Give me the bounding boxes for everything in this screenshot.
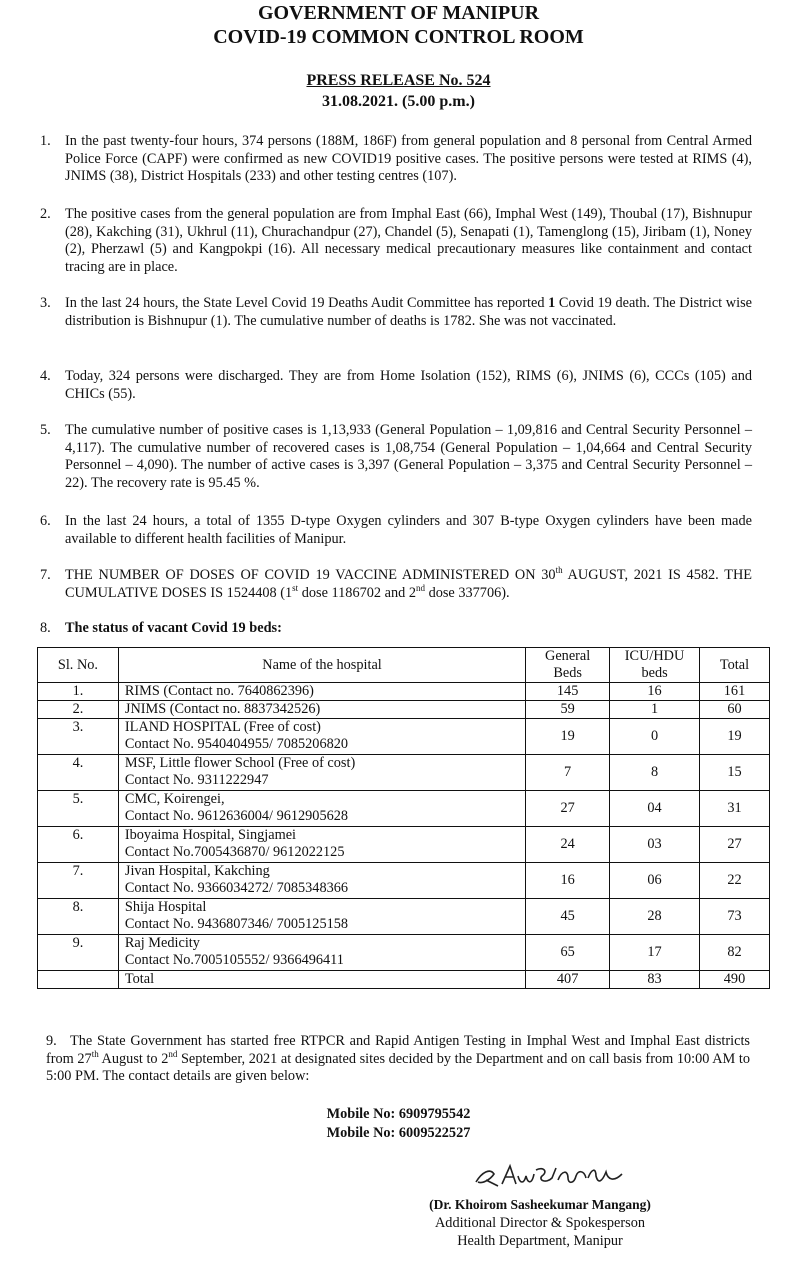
control-room-title: COVID-19 COMMON CONTROL ROOM	[213, 26, 584, 48]
hospital-name: CMC, Koirengei, Contact No. 9612636004/ 9612905628	[118, 791, 525, 827]
hospital-name: Raj Medicity Contact No.7005105552/ 9366496411	[118, 935, 525, 971]
header-sl-no: Sl. No.	[38, 648, 119, 683]
item-2	[40, 206, 752, 276]
signatory-name: (Dr. Khoirom Sasheekumar Mangang)	[429, 1197, 651, 1212]
item-9	[46, 1033, 750, 1086]
table-row: 8. Shija Hospital Contact No. 9436807346/ 7005125158 45 28 73	[38, 899, 770, 935]
vacant-beds-table	[37, 647, 770, 989]
beds-section-title: The status of vacant Covid 19 beds:	[65, 620, 282, 636]
total-general-beds: 407	[526, 971, 610, 989]
table-row: 7. Jivan Hospital, Kakching Contact No. 9366034272/ 7085348366 16 06 22	[38, 863, 770, 899]
hospital-name: RIMS (Contact no. 7640862396)	[118, 683, 525, 701]
header-total: Total	[700, 648, 770, 683]
item-text: In the past twenty-four hours, 374 persons (188M, 186F) from general population and 8 personal from Central Armed Police Force (CAPF) were confirmed as new COVID19 positive cases. The positive persons were tested at RIMS (4), JNIMS (38), District Hospitals (233) and other testing centres (107).	[65, 133, 752, 184]
item-1	[40, 133, 752, 186]
item-number: 9.	[46, 1033, 57, 1049]
header-hospital-name: Name of the hospital	[118, 648, 525, 683]
item-6	[40, 513, 752, 548]
handwritten-signature	[468, 1158, 628, 1194]
item-text: Today, 324 persons were discharged. They are from Home Isolation (152), RIMS (6), JNIMS (6), CCCs (105) and CHICs (55).	[65, 368, 752, 402]
item-number: 1.	[40, 133, 51, 149]
table-header-row	[38, 648, 770, 683]
total-label: Total	[118, 971, 525, 989]
table-row: 6. Iboyaima Hospital, Singjamei Contact No.7005436870/ 9612022125 24 03 27	[38, 827, 770, 863]
item-8	[40, 620, 752, 638]
table-row: 2. JNIMS (Contact no. 8837342526) 59 1 60	[38, 701, 770, 719]
government-title: GOVERNMENT OF MANIPUR	[257, 2, 540, 24]
item-text: The positive cases from the general population are from Imphal East (66), Imphal West (149), Thoubal (17), Bishnupur (28), Kakching (31), Ukhrul (11), Churachandpur (27), Chandel (5), Senapati (1), Tamenglong (15), Jiribam (1), Noney (2), Pherzawl (5) and Kangpokpi (16). All necessary medical precautionary measures like containment and contact tracing are in place.	[65, 206, 752, 275]
press-release-number: PRESS RELEASE No. 524	[306, 72, 491, 89]
item-number: 7.	[40, 567, 51, 583]
table-row: 3. ILAND HOSPITAL (Free of cost) Contact No. 9540404955/ 7085206820 19 0 19	[38, 719, 770, 755]
header-general-beds: General Beds	[526, 648, 610, 683]
table-row: 9. Raj Medicity Contact No.7005105552/ 9366496411 65 17 82	[38, 935, 770, 971]
hospital-name: Jivan Hospital, Kakching Contact No. 9366034272/ 7085348366	[118, 863, 525, 899]
item-text: The cumulative number of positive cases is 1,13,933 (General Population – 1,09,816 and Central Security Personnel – 4,117). The cumulative number of recovered cases is 1,08,754 (General Population – 1,04,664 and Central Security Personnel – 4,090). The number of active cases is 3,397 (General Population – 3,375 and Central Security Personnel – 22). The recovery rate is 95.45 %.	[65, 422, 752, 491]
item-number: 3.	[40, 295, 51, 311]
table-row: 1. RIMS (Contact no. 7640862396) 145 16 161	[38, 683, 770, 701]
item-number: 2.	[40, 206, 51, 222]
death-count: 1	[548, 295, 556, 311]
signatory-block	[400, 1196, 680, 1250]
item-number: 8.	[40, 620, 51, 636]
table-row: 5. CMC, Koirengei, Contact No. 9612636004/ 9612905628 27 04 31	[38, 791, 770, 827]
item-number: 4.	[40, 368, 51, 384]
item-number: 6.	[40, 513, 51, 529]
hospital-name: Shija Hospital Contact No. 9436807346/ 7005125158	[118, 899, 525, 935]
hospital-name: Iboyaima Hospital, Singjamei Contact No.7005436870/ 9612022125	[118, 827, 525, 863]
release-date-time: 31.08.2021. (5.00 p.m.)	[322, 93, 475, 110]
header-icu-beds: ICU/HDU beds	[610, 648, 700, 683]
item-4	[40, 368, 752, 403]
hospital-name: JNIMS (Contact no. 8837342526)	[118, 701, 525, 719]
total-beds: 490	[700, 971, 770, 989]
item-text: In the last 24 hours, a total of 1355 D-type Oxygen cylinders and 307 B-type Oxygen cylinders have been made available to different health facilities of Manipur.	[65, 513, 752, 547]
mobile-number-2: Mobile No: 6009522527	[326, 1125, 471, 1141]
table-total-row	[38, 971, 770, 989]
signatory-designation: Additional Director & Spokesperson	[434, 1215, 646, 1231]
item-text: In the last 24 hours, the State Level Covid 19 Deaths Audit Committee has reported 1 Covid 19 death. The District wise distribution is Bishnupur (1). The cumulative number of deaths is 1782. She was not vaccinated.	[65, 295, 753, 329]
item-5	[40, 422, 752, 492]
signatory-department: Health Department, Manipur	[457, 1233, 623, 1249]
mobile-number-1: Mobile No: 6909795542	[326, 1106, 471, 1122]
item-3	[40, 295, 752, 330]
contact-numbers	[0, 1105, 797, 1143]
hospital-name: MSF, Little flower School (Free of cost) Contact No. 9311222947	[118, 755, 525, 791]
total-icu-beds: 83	[610, 971, 700, 989]
item-7	[40, 567, 752, 602]
table-row: 4. MSF, Little flower School (Free of cost) Contact No. 9311222947 7 8 15	[38, 755, 770, 791]
hospital-name: ILAND HOSPITAL (Free of cost) Contact No. 9540404955/ 7085206820	[118, 719, 525, 755]
item-text: THE NUMBER OF DOSES OF COVID 19 VACCINE ADMINISTERED ON 30th AUGUST, 2021 IS 4582. THE CUMULATIVE DOSES IS 1524408 (1st dose 1186702 and 2nd dose 337706).	[65, 565, 753, 601]
item-text: The State Government has started free RTPCR and Rapid Antigen Testing in Imphal West and Imphal East districts from 27th August to 2nd September, 2021 at designated sites decided by the Department and on call basis from 10:00 AM to 5:00 PM. The contact details are given below:	[46, 1033, 750, 1084]
item-number: 5.	[40, 422, 51, 438]
